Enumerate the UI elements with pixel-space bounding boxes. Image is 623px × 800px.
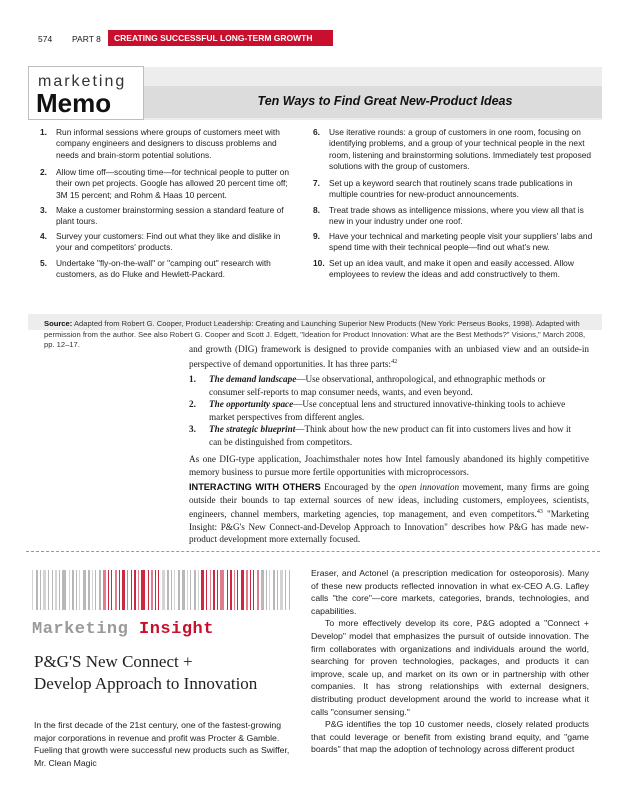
dig-part-text: —Think about how the new product can fit into customers lives and how it can be distinguished from competitors.: [209, 424, 572, 447]
memo-item-number: 6.: [313, 127, 320, 137]
interacting-heading: INTERACTING WITH OTHERS: [189, 482, 321, 492]
barcode-stripe: [201, 570, 204, 610]
barcode-stripe: [167, 570, 169, 610]
barcode-stripe: [69, 570, 70, 610]
dig-application-paragraph: As one DIG-type application, Joachimsthaler notes how Intel famously abandoned its highly competitive memory business to pursue more fertile opportunities with microprocessors.: [189, 454, 589, 477]
barcode-stripe: [220, 570, 224, 610]
barcode-stripe: [122, 570, 125, 610]
memo-item-number: 1.: [40, 127, 47, 137]
barcode-stripe: [277, 570, 278, 610]
barcode-stripe: [261, 570, 264, 610]
barcode-stripe: [148, 570, 149, 610]
dig-part-number: 3.: [189, 424, 196, 434]
barcode-stripe: [99, 570, 101, 610]
barcode-stripe: [206, 570, 207, 610]
barcode-stripe: [76, 570, 77, 610]
barcode-stripe: [40, 570, 41, 610]
memo-title: Ten Ways to Find Great New-Product Ideas: [257, 94, 513, 108]
barcode-stripe: [158, 570, 159, 610]
barcode-stripe: [131, 570, 132, 610]
barcode-stripe: [79, 570, 80, 610]
barcode-stripe: [92, 570, 93, 610]
dig-part-term: The opportunity space: [209, 399, 294, 409]
barcode-stripe: [52, 570, 53, 610]
memo-item-number: 5.: [40, 258, 47, 268]
insight-right-column: [311, 567, 589, 756]
memo-item-text: Run informal sessions where groups of customers meet with company engineers and designers to discuss problems and needs and brain-storm potential solutions.: [56, 127, 280, 160]
barcode-stripe: [134, 570, 136, 610]
barcode-stripe: [230, 570, 232, 610]
barcode-stripe: [250, 570, 251, 610]
barcode-stripe: [182, 570, 185, 610]
barcode-stripe: [194, 570, 196, 610]
barcode-stripe: [62, 570, 66, 610]
barcode-stripe: [246, 570, 248, 610]
barcode-stripe: [111, 570, 112, 610]
memo-label-small: marketing: [38, 73, 127, 90]
interacting-text-post: movement, many firms are going outside their bounds to tap external sources of new ideas, including customers, employees, scientists, engineers, channel members, marketing agencies, top management, and even competitors.: [189, 482, 589, 520]
memo-item-text: Allow time off—scouting time—for technical people to putter on their own pet projects. Google has allowed 20 percent time off; 3M 15 percent; and Rohm & Haas 10 percent.: [56, 167, 290, 200]
barcode-stripe: [151, 570, 153, 610]
barcode-stripe: [241, 570, 244, 610]
part-label: PART 8: [72, 34, 101, 44]
open-innovation-term: open innovation: [398, 482, 460, 492]
memo-item-text: Set up an idea vault, and make it open and easily accessed. Allow employees to review the ideas and add constructively to them.: [329, 258, 574, 280]
barcode-stripe: [285, 570, 286, 610]
barcode-stripe: [266, 570, 267, 610]
barcode-stripe: [108, 570, 109, 610]
memo-item-number: 10.: [313, 258, 325, 268]
barcode-stripe: [257, 570, 259, 610]
barcode-graphic: [30, 568, 296, 612]
memo-item-number: 7.: [313, 178, 320, 188]
memo-source-label: Source:: [44, 319, 73, 328]
barcode-stripe: [178, 570, 180, 610]
section-title-bar: CREATING SUCCESSFUL LONG-TERM GROWTH: [108, 30, 333, 46]
memo-item-number: 8.: [313, 205, 320, 215]
insight-headline-line1: P&G'S New Connect +: [34, 652, 193, 671]
barcode-stripe: [88, 570, 90, 610]
body-intro-paragraph: [189, 343, 589, 370]
barcode-stripe: [213, 570, 215, 610]
memo-item-number: 9.: [313, 231, 320, 241]
insight-paragraph: P&G identifies the top 10 customer needs, closely related products that could leverage or benefit from existing brand equity, and "game boards" that map the adoption of technology across different product: [311, 719, 589, 755]
memo-item-text: Use iterative rounds: a group of customers in one room, focusing on identifying problems, and a group of your technical people in the next room, listening and brainstorming solutions. Immediately test proposed solutions with the group of customers.: [329, 127, 592, 172]
dig-part-term: The strategic blueprint: [209, 424, 296, 434]
barcode-stripe: [187, 570, 188, 610]
barcode-stripe: [162, 570, 165, 610]
interacting-text-tail: "Marketing Insight: P&G's New Connect-and-Develop Approach to Innovation" describes how P&G has made new-product development more externally focused.: [189, 509, 589, 545]
memo-source-text: Adapted from Robert G. Cooper, Product Leadership: Creating and Launching Superior New Products (New York: Perseus Books, 1998). Adapted with permission from the author. See also Robert G. Cooper and Scott J. Edgett, "Ideation for Product Innovation: What are the Best Methods?" Visions," March 2008, pp. 12–17.: [44, 319, 586, 349]
barcode-stripe: [280, 570, 283, 610]
barcode-stripe: [217, 570, 218, 610]
barcode-stripe: [83, 570, 86, 610]
barcode-stripe: [155, 570, 156, 610]
marketing-insight-label: [32, 620, 214, 639]
barcode-stripe: [210, 570, 211, 610]
barcode-stripe: [115, 570, 117, 610]
barcode-stripe: [95, 570, 96, 610]
interacting-text-pre: Encouraged by the: [324, 482, 399, 492]
barcode-stripe: [273, 570, 275, 610]
dig-part-term: The demand landscape: [209, 374, 297, 384]
barcode-stripe: [43, 570, 46, 610]
barcode-stripe: [103, 570, 106, 610]
barcode-stripe: [190, 570, 191, 610]
memo-item-text: Survey your customers: Find out what they like and dislike in your and competitors' products.: [56, 231, 281, 253]
barcode-stripe: [174, 570, 175, 610]
barcode-stripe: [237, 570, 238, 610]
section-divider: [26, 551, 600, 552]
barcode-stripe: [32, 570, 33, 610]
insight-headline: [34, 651, 314, 695]
memo-item-text: Set up a keyword search that routinely scans trade publications in multiple countries for new-product announcements.: [329, 178, 573, 200]
dig-part-text: —Use conceptual lens and structured innovative-thinking tools to achieve market perspectives from different angles.: [209, 399, 566, 422]
interacting-paragraph: [189, 481, 589, 546]
barcode-stripe: [48, 570, 49, 610]
barcode-stripe: [198, 570, 199, 610]
memo-item-number: 4.: [40, 231, 47, 241]
page-number: 574: [38, 34, 53, 44]
barcode-stripe: [55, 570, 57, 610]
insight-label-gray: Marketing: [32, 620, 140, 639]
barcode-stripe: [234, 570, 235, 610]
memo-item-number: 3.: [40, 205, 47, 215]
dig-part-number: 1.: [189, 374, 196, 384]
memo-item-text: Have your technical and marketing people visit your suppliers' labs and spend time with their technical people—find out what's new.: [329, 231, 593, 253]
memo-item-text: Treat trade shows as intelligence missions, where you view all that is new in your industry under one roof.: [329, 205, 584, 227]
insight-paragraph: Eraser, and Actonel (a prescription medication for osteoporosis). Many of these new products reflected innovation in what ex-CEO A.G. Lafley calls "the core"—core markets, categories, brands, technologies, and capabilities.: [311, 568, 589, 616]
barcode-stripe: [59, 570, 60, 610]
barcode-stripe: [119, 570, 120, 610]
insight-intro-paragraph: In the first decade of the 21st century, one of the fastest-growing major corporations in revenue and profit was Procter & Gamble. Fueling that growth were successful new products such as Swiffer, Mr. Clean Magic: [34, 720, 290, 768]
memo-item-number: 2.: [40, 167, 47, 177]
dig-part-number: 2.: [189, 399, 196, 409]
barcode-stripe: [72, 570, 74, 610]
footnote-ref: 43: [536, 509, 543, 515]
barcode-stripe: [269, 570, 270, 610]
memo-item-text: Undertake "fly-on-the-wall" or "camping out" research with customers, as do Fluke and Hewlett-Packard.: [56, 258, 271, 280]
memo-label-big: Memo: [36, 88, 112, 118]
insight-headline-line2: Develop Approach to Innovation: [34, 674, 258, 693]
footnote-ref: 42: [391, 358, 398, 365]
barcode-stripe: [36, 570, 38, 610]
memo-item-text: Make a customer brainstorming session a standard feature of plant tours.: [56, 205, 284, 227]
insight-label-red: Insight: [139, 620, 214, 639]
dig-part-text: —Use observational, anthropological, and ethnographic methods or consumer self-reports to map consumer needs, wants, and even beyond.: [209, 374, 546, 397]
barcode-stripe: [227, 570, 228, 610]
barcode-stripe: [171, 570, 172, 610]
barcode-stripe: [141, 570, 145, 610]
insight-paragraph: To more effectively develop its core, P&G adopted a "Connect + Develop" model that emphasizes the pursuit of outside innovation. The firm collaborates with organizations and individuals around the world, searching for proven technologies, packages, and products it can improve, scale up, and market on its own or in partnership with other companies. It has strong relationships with external designers, distributing product development around the world to increase what it calls "consumer sensing.": [311, 618, 589, 717]
barcode-stripe: [127, 570, 128, 610]
body-intro-text: and growth (DIG) framework is designed to provide companies with an unbiased view and an outside-in perspective of demand opportunities. It has three parts:: [189, 344, 589, 369]
barcode-stripe: [253, 570, 254, 610]
barcode-stripe: [138, 570, 139, 610]
barcode-stripe: [289, 570, 290, 610]
